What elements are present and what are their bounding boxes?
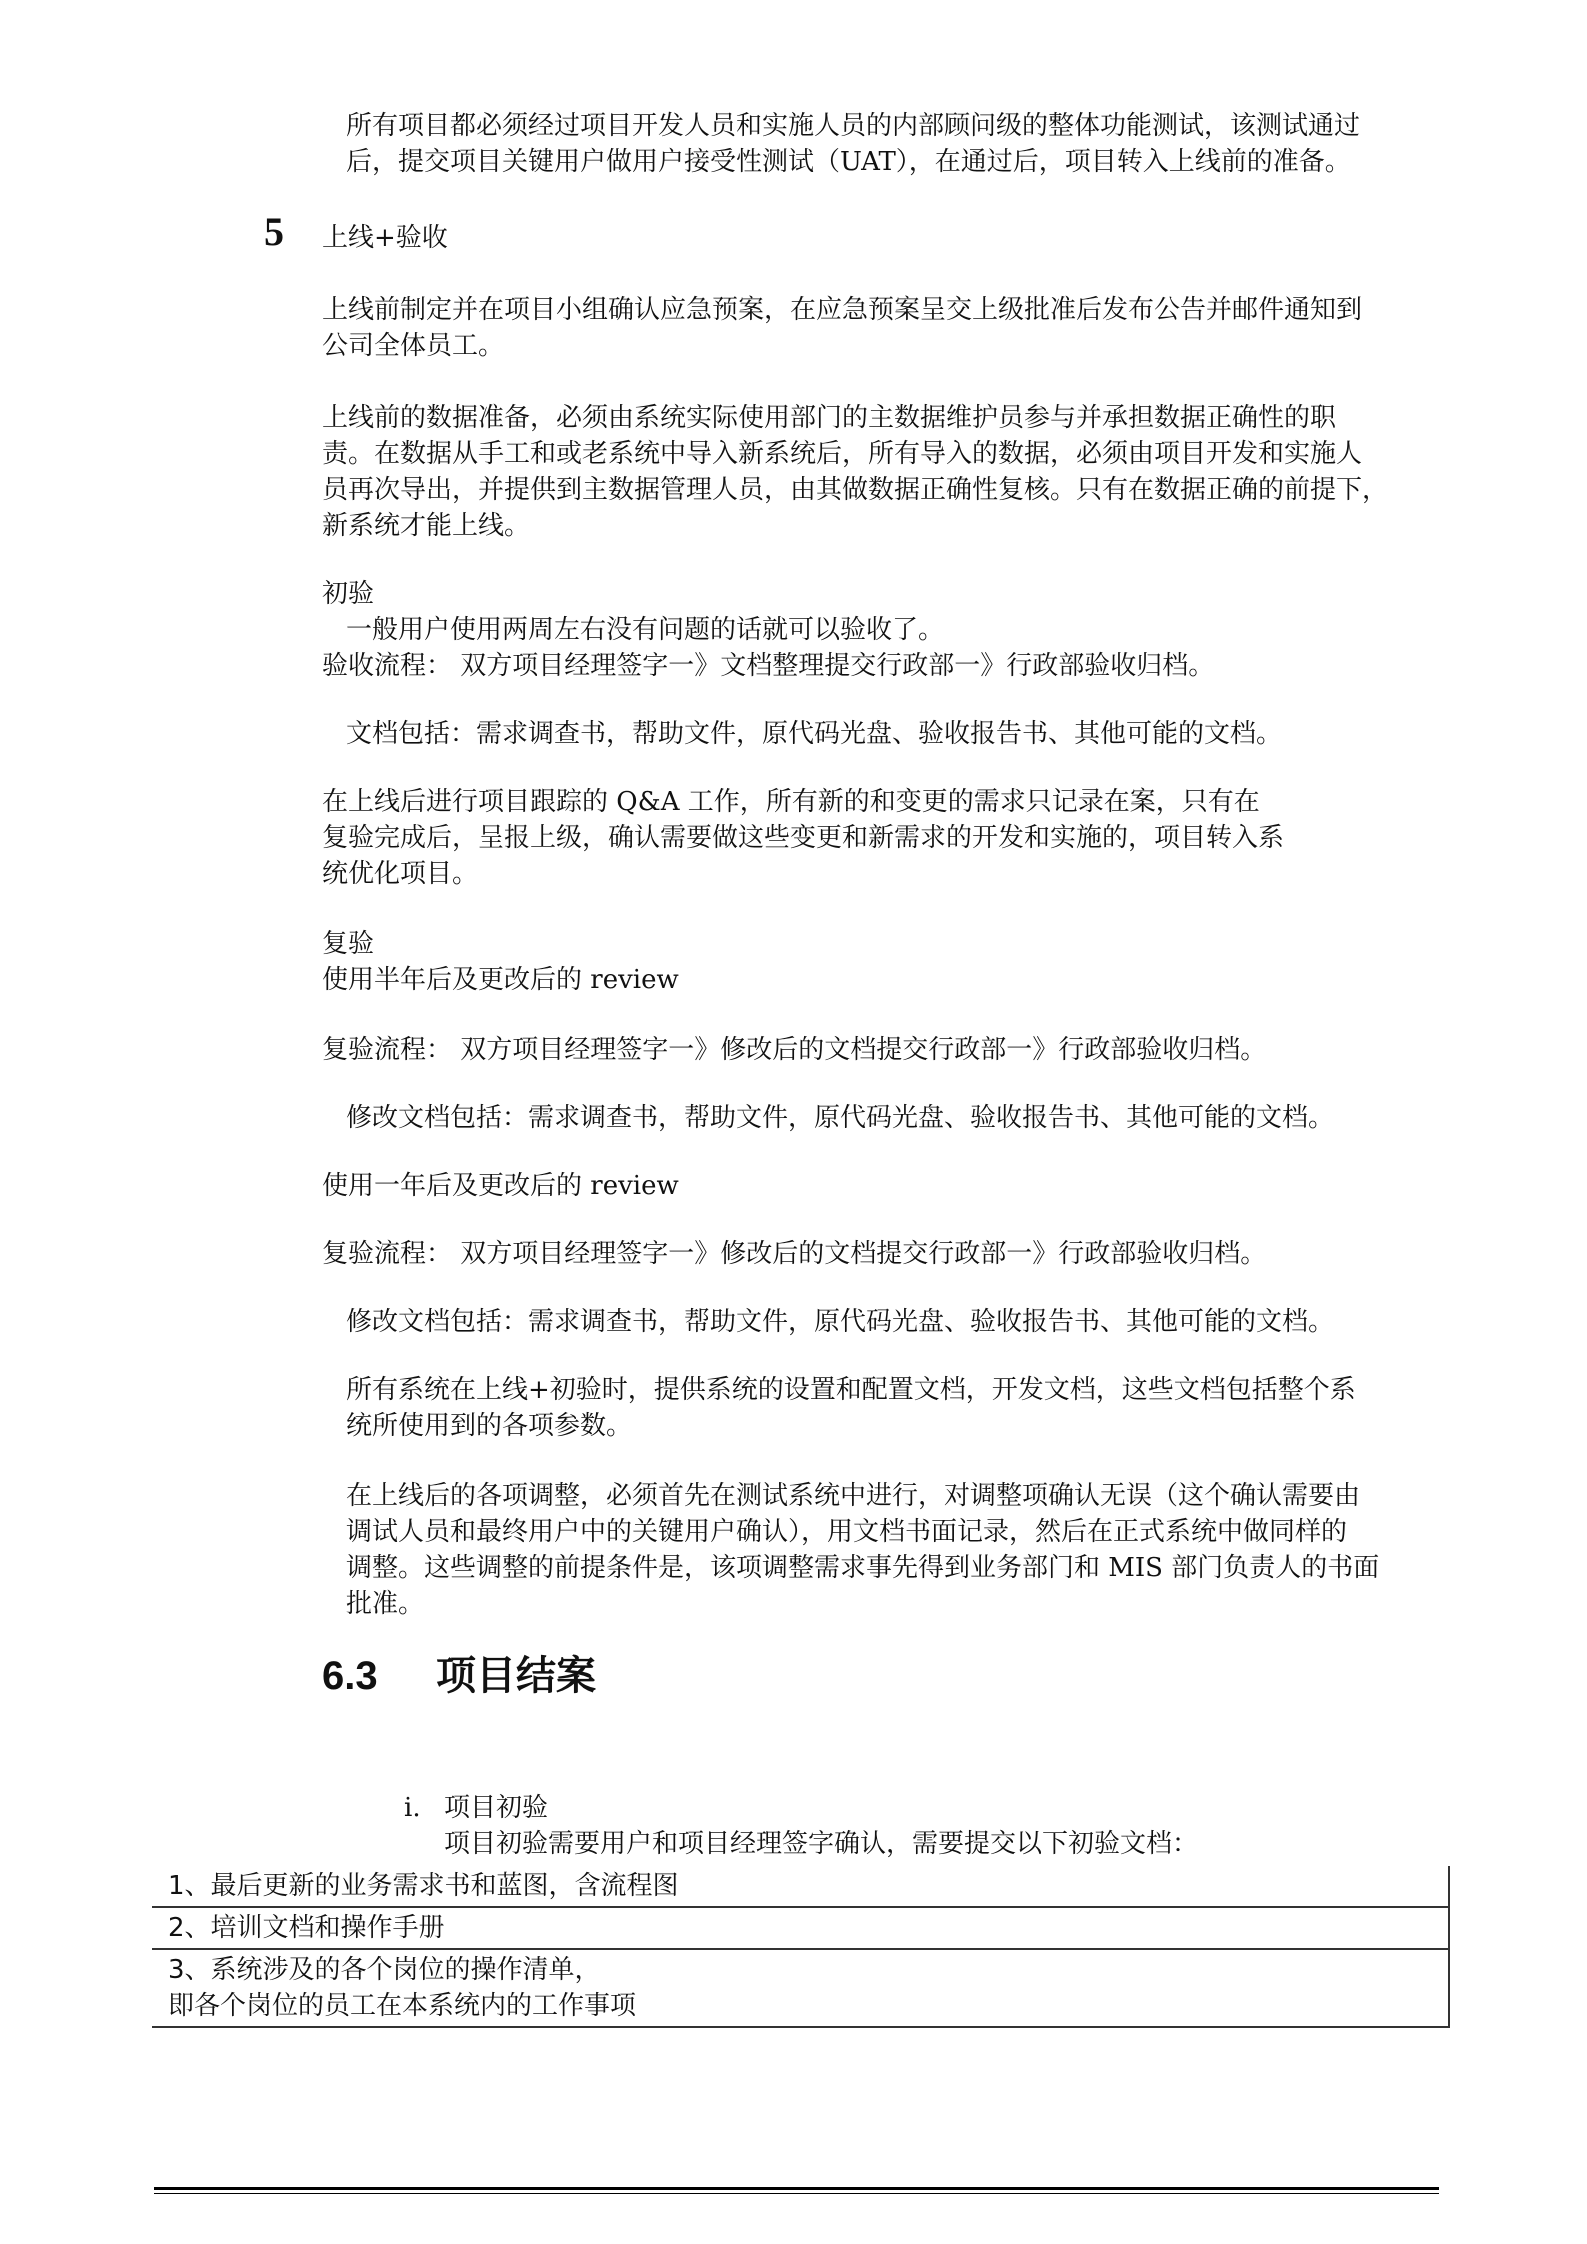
documents-table	[152, 1866, 1450, 2028]
paragraph-line: 复验完成后，呈报上级，确认需要做这些变更和新需求的开发和实施的，项目转入系	[322, 823, 1285, 853]
table-cell-line: 3、系统涉及的各个岗位的操作清单，	[168, 1955, 601, 1985]
paragraph-line: 统所使用到的各项参数。	[346, 1411, 633, 1441]
table-cell	[152, 1949, 1449, 2027]
recheck-flow: 复验流程： 双方项目经理签字一》修改后的文档提交行政部一》行政部验收归档。	[322, 1239, 1267, 1269]
heading-number: 6.3	[322, 1654, 378, 1698]
list-marker: i.	[404, 1793, 421, 1823]
table-row	[152, 1907, 1449, 1949]
paragraph-line: 批准。	[346, 1589, 425, 1619]
paragraph-line: 上线前制定并在项目小组确认应急预案，在应急预案呈交上级批准后发布公告并邮件通知到	[322, 295, 1363, 325]
list-item-desc: 项目初验需要用户和项目经理签字确认，需要提交以下初验文档：	[444, 1829, 1199, 1859]
recheck-docs: 修改文档包括：需求调查书，帮助文件，原代码光盘、验收报告书、其他可能的文档。	[346, 1307, 1335, 1337]
paragraph-line: 调试人员和最终用户中的关键用户确认），用文档书面记录，然后在正式系统中做同样的	[346, 1517, 1348, 1547]
table-cell-line: 即各个岗位的员工在本系统内的工作事项	[168, 1991, 637, 2021]
recheck-label: 复验	[322, 929, 375, 959]
paragraph-line: 在上线后的各项调整，必须首先在测试系统中进行，对调整项确认无误（这个确认需要由	[346, 1481, 1361, 1511]
table-row	[152, 1866, 1449, 1907]
recheck-half-year: 使用半年后及更改后的 review	[322, 965, 679, 995]
initial-flow: 验收流程： 双方项目经理签字一》文档整理提交行政部一》行政部验收归档。	[322, 651, 1215, 681]
heading-title: 项目结案	[436, 1653, 596, 1699]
footer-rule	[154, 2187, 1439, 2190]
paragraph-line: 调整。这些调整的前提条件是，该项调整需求事先得到业务部门和 MIS 部门负责人的书面	[346, 1553, 1380, 1583]
paragraph-line: 上线前的数据准备，必须由系统实际使用部门的主数据维护员参与并承担数据正确性的职	[322, 403, 1337, 433]
initial-label: 初验	[322, 579, 375, 609]
footer-rule	[154, 2193, 1439, 2194]
initial-docs: 文档包括：需求调查书，帮助文件，原代码光盘、验收报告书、其他可能的文档。	[346, 719, 1283, 749]
paragraph-line: 后，提交项目关键用户做用户接受性测试（UAT），在通过后，项目转入上线前的准备。	[346, 147, 1351, 177]
paragraph-line: 新系统才能上线。	[322, 511, 531, 541]
recheck-flow: 复验流程： 双方项目经理签字一》修改后的文档提交行政部一》行政部验收归档。	[322, 1035, 1267, 1065]
paragraph-line: 员再次导出，并提供到主数据管理人员，由其做数据正确性复核。只有在数据正确的前提下，	[322, 475, 1389, 505]
paragraph-line: 所有项目都必须经过项目开发人员和实施人员的内部顾问级的整体功能测试，该测试通过	[346, 111, 1361, 141]
paragraph-line: 公司全体员工。	[322, 331, 505, 361]
table-cell: 1、最后更新的业务需求书和蓝图，含流程图	[152, 1866, 1449, 1907]
section-title: 上线+验收	[322, 223, 448, 253]
paragraph-line: 所有系统在上线+初验时，提供系统的设置和配置文档，开发文档，这些文档包括整个系	[346, 1375, 1356, 1405]
recheck-one-year: 使用一年后及更改后的 review	[322, 1171, 679, 1201]
table-row	[152, 1949, 1449, 2027]
list-item-label: 项目初验	[444, 1793, 549, 1823]
initial-desc: 一般用户使用两周左右没有问题的话就可以验收了。	[346, 615, 945, 645]
table-cell: 2、培训文档和操作手册	[152, 1907, 1449, 1949]
paragraph-line: 统优化项目。	[322, 859, 479, 889]
recheck-docs: 修改文档包括：需求调查书，帮助文件，原代码光盘、验收报告书、其他可能的文档。	[346, 1103, 1335, 1133]
paragraph-line: 在上线后进行项目跟踪的 Q&A 工作，所有新的和变更的需求只记录在案，只有在	[322, 787, 1260, 817]
section-number: 5	[264, 209, 284, 254]
paragraph-line: 责。在数据从手工和或老系统中导入新系统后，所有导入的数据，必须由项目开发和实施人	[322, 439, 1363, 469]
